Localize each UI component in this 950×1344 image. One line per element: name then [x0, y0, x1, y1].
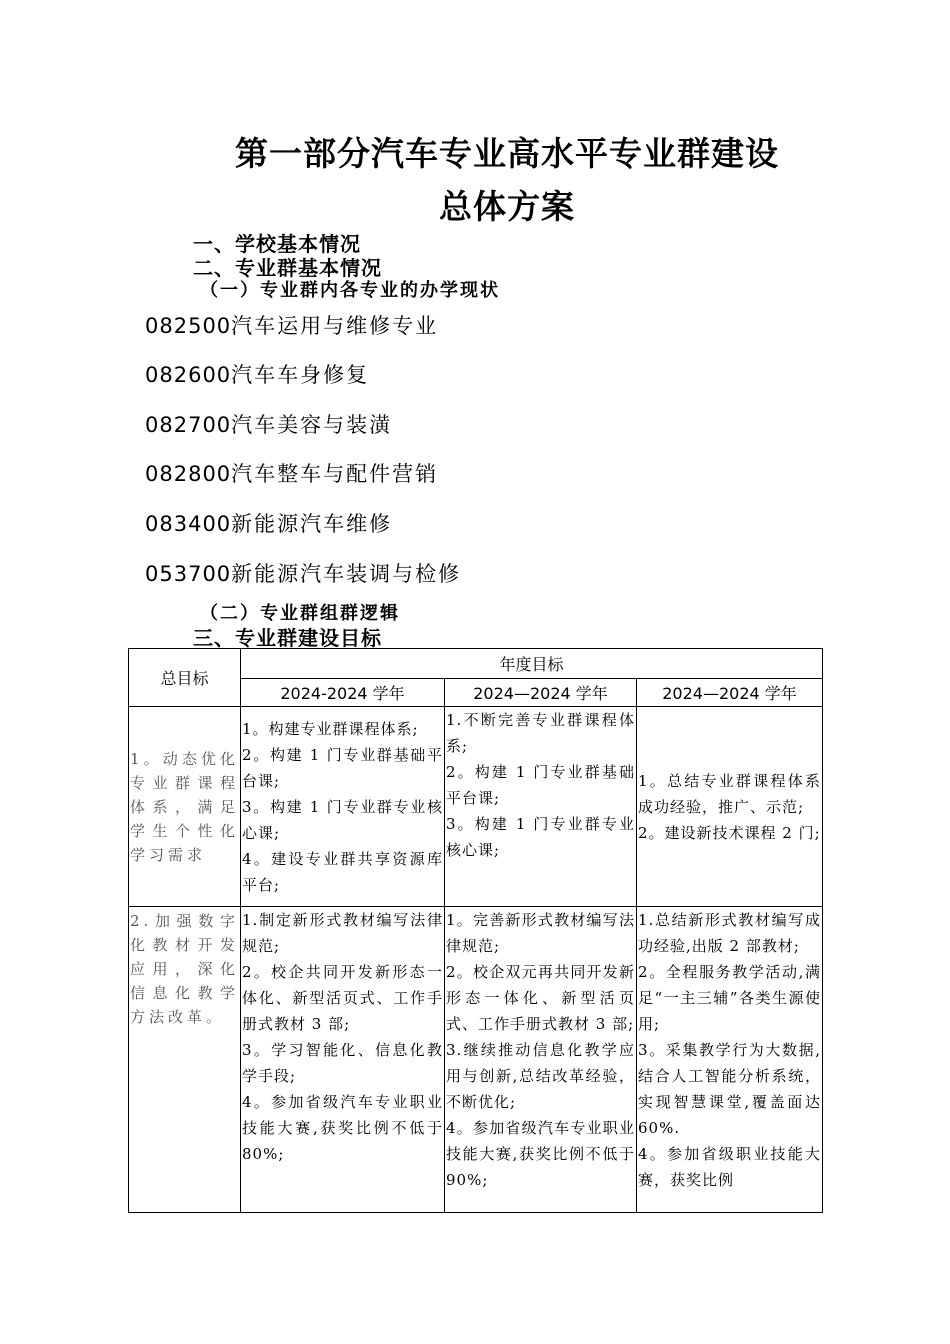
header-total-goal: 总目标	[129, 649, 241, 707]
major-code: 082500	[145, 314, 232, 338]
goal-item: 1。构建专业群课程体系;	[242, 719, 419, 738]
major-name: 新能源汽车维修	[231, 512, 393, 536]
goal-item: 2。校企共同开发新形态一体化、新型活页式、工作手册式教材 3 部;	[242, 963, 443, 1033]
annual-goal-cell	[637, 907, 823, 1213]
header-year: 2024-2024 学年	[241, 679, 445, 707]
goal-item: 3。构建 1 门专业群专业核心课;	[242, 797, 443, 842]
goal-item: 1.总结新形式教材编写成功经验,出版 2 部教材;	[638, 911, 822, 955]
goal-item: 2。全程服务教学活动,满足“一主三辅”各类生源使用;	[638, 963, 822, 1033]
major-name: 新能源汽车装调与检修	[231, 562, 462, 586]
goal-item: 1。总结专业群课程体系成功经验，推广、示范;	[638, 771, 822, 816]
goal-item: 1。完善新形式教材编写法律规范;	[446, 911, 635, 955]
goal-item: 1.制定新形式教材编写法律规范;	[242, 911, 443, 955]
major-code: 053700	[145, 562, 232, 586]
annual-goal-cell	[637, 707, 823, 907]
goal-item: 3.继续推动信息化教学应用与创新,总结改革经验，不断优化;	[446, 1041, 635, 1111]
major-item	[145, 458, 438, 488]
major-item	[145, 310, 438, 340]
goal-item: 2。构建 1 门专业群基础平台课;	[242, 745, 443, 790]
header-annual-goal: 年度目标	[241, 649, 823, 679]
header-year: 2024—2024 学年	[445, 679, 637, 707]
goal-item: 3。学习智能化、信息化教学手段;	[242, 1041, 443, 1085]
total-goal-cell: 2.加强数字化教材开发应用，深化信息化教学方法改革。	[129, 907, 241, 1213]
goal-item: 4。参加省级汽车专业职业技能大赛,获奖比例不低于 80%;	[242, 1093, 443, 1163]
major-item	[145, 409, 392, 439]
major-name: 汽车运用与维修专业	[231, 314, 439, 338]
section-heading-school-info: 一、学校基本情况	[193, 232, 361, 256]
goal-item: 2。建设新技术课程 2 门;	[638, 823, 821, 842]
section-heading-goals: 三、专业群建设目标	[193, 626, 382, 650]
major-code: 082700	[145, 413, 232, 437]
subsection-heading-majors: （一）专业群内各专业的办学现状	[200, 280, 500, 301]
goal-item: 3。采集教学行为大数据,结合人工智能分析系统，实现智慧课堂,覆盖面达 60%.	[638, 1041, 822, 1137]
annual-goal-cell	[241, 907, 445, 1213]
total-goal-cell: 1。动态优化专业群课程体系，满足学生个性化学习需求	[129, 707, 241, 907]
table-row	[129, 907, 823, 1213]
major-name: 汽车车身修复	[231, 363, 370, 387]
major-name: 汽车美容与装潢	[231, 413, 393, 437]
subsection-heading-logic: （二）专业群组群逻辑	[200, 603, 400, 624]
goals-table	[128, 648, 823, 1213]
annual-goal-cell	[241, 707, 445, 907]
annual-goal-cell	[445, 907, 637, 1213]
section-heading-group-info: 二、专业群基本情况	[193, 256, 382, 280]
goal-item: 3。构建 1 门专业群专业核心课;	[446, 815, 635, 859]
major-code: 082800	[145, 462, 232, 486]
goal-item: 4。参加省级职业技能大赛，获奖比例	[638, 1145, 822, 1189]
major-item	[145, 508, 392, 538]
goal-item: 2。校企双元再共同开发新形态一体化、新型活页式、工作手册式教材 3 部;	[446, 963, 635, 1033]
annual-goal-cell	[445, 707, 637, 907]
goal-item: 4。建设专业群共享资源库平台;	[242, 849, 443, 894]
major-code: 083400	[145, 512, 232, 536]
major-item	[145, 558, 461, 588]
goal-item: 2。构建 1 门专业群基础平台课;	[446, 763, 635, 807]
document-title-line1: 第一部分汽车专业高水平专业群建设	[235, 134, 779, 173]
major-item	[145, 359, 369, 389]
goal-item: 1.不断完善专业群课程体系;	[446, 711, 635, 755]
document-title-line2: 总体方案	[439, 187, 575, 226]
header-year: 2024—2024 学年	[637, 679, 823, 707]
major-code: 082600	[145, 363, 232, 387]
major-name: 汽车整车与配件营销	[231, 462, 439, 486]
goal-item: 4。参加省级汽车专业职业技能大赛,获奖比例不低于 90%;	[446, 1119, 635, 1189]
table-row	[129, 707, 823, 907]
